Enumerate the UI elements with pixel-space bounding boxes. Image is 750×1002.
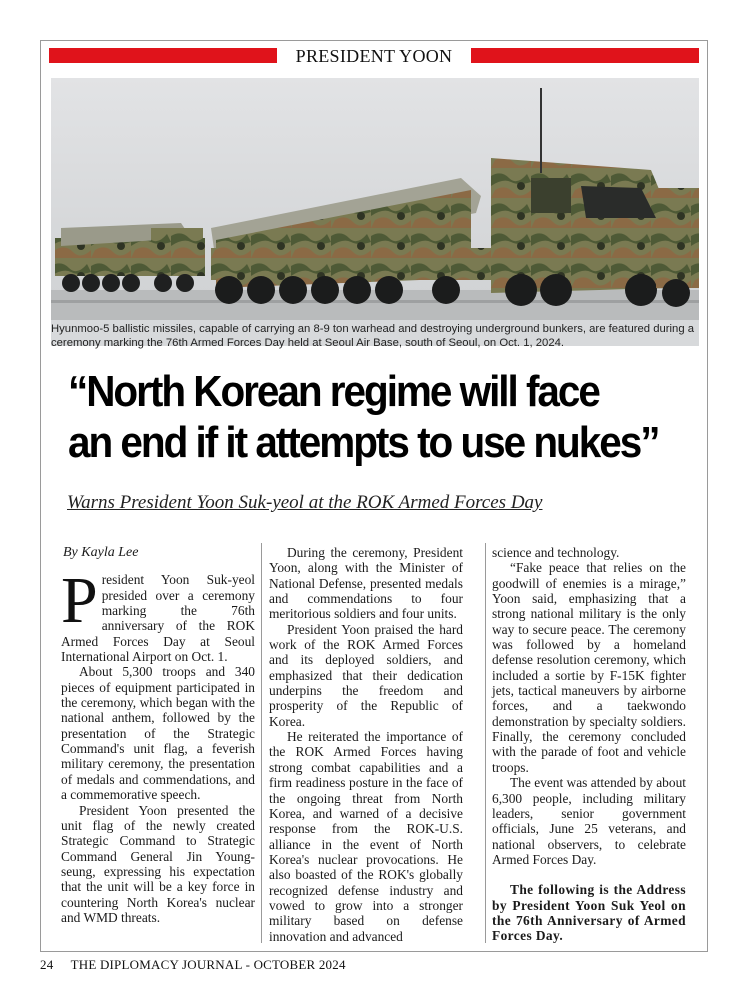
column-divider [485, 543, 486, 943]
headline-line-2: an end if it attempts to use nukes” [68, 418, 659, 467]
lead-paragraph [61, 564, 255, 665]
paragraph: During the ceremony, President Yoon, along with the Minister of National Defense, presented medals and commendations to four meritorious soldiers and four units. [269, 545, 463, 622]
section-bar-left [49, 48, 277, 63]
publication-name: THE DIPLOMACY JOURNAL - OCTOBER 2024 [70, 957, 346, 972]
headline [68, 366, 708, 468]
paragraph: President Yoon presented the unit flag of the newly created Strategic Command to Strategic Command General Jin Young-seung, expressing his expectation that the unit will be a key force in countering North Korea's nuclear and WMD threats. [61, 802, 255, 925]
drop-cap: P [61, 564, 98, 638]
background-launcher-shape [55, 223, 205, 292]
article-column-1 [61, 545, 255, 925]
missile-photo-illustration [51, 78, 699, 320]
article-frame [40, 40, 708, 952]
byline: By Kayla Lee [63, 545, 139, 560]
subheadline: Warns President Yoon Suk-yeol at the ROK Armed Forces Day [67, 492, 543, 513]
paragraph: About 5,300 troops and 340 pieces of equipment participated in the ceremony, which began with the national anthem, followed by the presentation of the Strategic Command's unit flag, a feverish military ceremony, the presentation of medals and commendations, and a commemorative speech. [61, 664, 255, 803]
page-number: 24 [40, 957, 54, 972]
paragraph: He reiterated the importance of the ROK Armed Forces having strong combat capabilities and a firm readiness posture in the face of the ongoing threat from North Korea, and warned of a decisive response from the ROK-U.S. alliance in the event of North Korea's nuclear provocations. He also boasted of the ROK's globally recognized defense industry and vowed to grow into a stronger military based on defense innovation and advanced [269, 729, 463, 944]
headline-line-1: “North Korean regime will face [68, 367, 599, 416]
missile-photo [51, 78, 699, 346]
lead-text: resident Yoon Suk-yeol presided over a ceremony marking the 76th anniversary of the ROK Armed Forces Day at Seoul International Airport on Oct. 1. [61, 572, 255, 665]
section-header [49, 47, 699, 65]
paragraph: “Fake peace that relies on the goodwill of enemies is a mirage,” Yoon said, emphasizing that a strong national military is the only way to secure peace. The ceremony was followed by a homeland defense resolution ceremony, which included a sortie by F-15K fighter jets, tactical maneuvers by airborne forces, and a taekwondo demonstration by specialty soldiers. Finally, the ceremony concluded with the parade of foot and vehicle troops. [492, 560, 686, 775]
paragraph: The event was attended by about 6,300 people, including military leaders, senior government officials, June 25 veterans, and national observers, to celebrate Armed Forces Day. [492, 775, 686, 867]
article-column-3 [492, 545, 686, 944]
column-divider [261, 543, 262, 943]
paragraph-continuation: science and technology. [492, 545, 620, 560]
section-bar-right [471, 48, 699, 63]
article-column-2 [269, 545, 463, 944]
page-footer [40, 957, 346, 973]
section-label: PRESIDENT YOON [295, 46, 453, 66]
photo-caption: Hyunmoo-5 ballistic missiles, capable of carrying an 8-9 ton warhead and destroying underground bunkers, are featured during a ceremony marking the 76th Armed Forces Day held at Seoul Air Base, south of Seoul, on Oct. 1, 2024. [51, 323, 695, 349]
paragraph: President Yoon praised the hard work of the ROK Armed Forces and its deployed soldiers, and emphasized that their dedication underpins the freedom and prosperity of the Republic of Korea. [269, 621, 463, 729]
closing-note: The following is the Address by President Yoon Suk Yeol on the 76th Anniversary of Armed Forces Day. [492, 882, 686, 944]
